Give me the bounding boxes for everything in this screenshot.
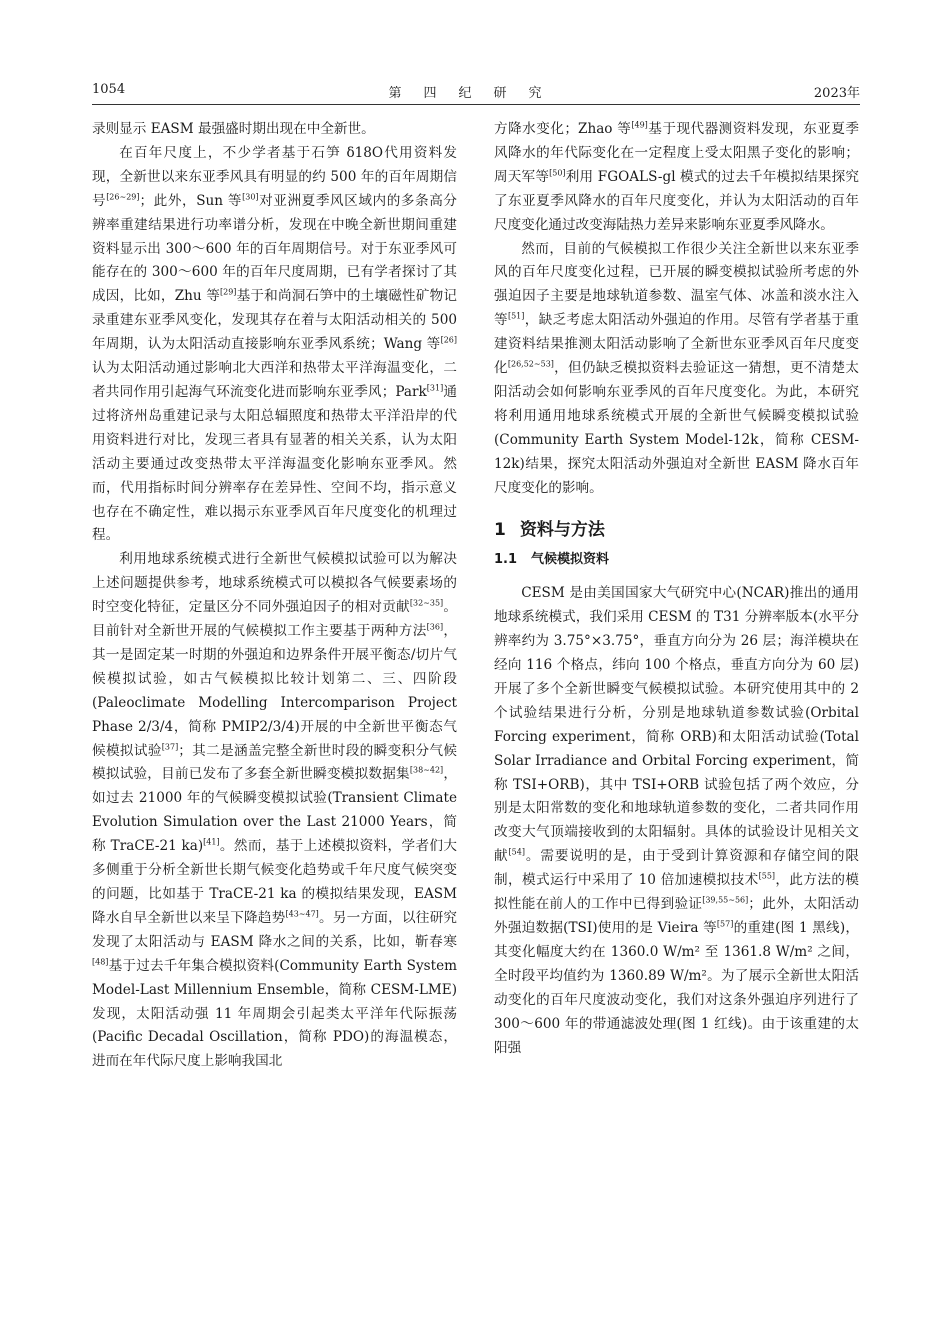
text-run: ，其一是固定某一时期的外强迫和边界条件开展平衡态/切片气候模拟试验，如古气候模拟比较计划第二、三、四阶段(Paleoclimate Modelling Intercomparison Project Phase 2/3/4，简称 PMIP2/3/4)开展的中全新世平衡态气候模拟试验 [92, 623, 458, 759]
citation[interactable]: [55] [758, 871, 776, 881]
text-run: ，缺乏考虑太阳活动外强迫的作用。尽管有学者基于重建资料结果推测太阳活动影响了全新世东亚季风百年尺度变化 [494, 312, 860, 377]
text-run: 。然而，基于上述模拟资料，学者们大多侧重于分析全新世长期气候变化趋势或千年尺度气候突变的问题，比如基于 TraCE-21 ka 的模拟结果发现，EASM 降水自早全新世以来呈下降趋势 [92, 838, 457, 926]
page-number: 1054 [92, 82, 126, 97]
text-run: CESM 是由美国国家大气研究中心(NCAR)推出的通用地球系统模式，我们采用 CESM 的 T31 分辨率版本(水平分辨率约为 3.75°×3.75°，垂直方向分为 26 层；海洋模块在经向 116 个格点，纬向 100 个格点，垂直方向分为 60 层)开展了多个全新世瞬变气候模拟试验。本研究使用其中的 2 个试验结果进行分析，分别是地球轨道参数试验(Orbital Forcing experiment，简称 ORB)和太阳活动试验(Total Solar Irradiance and Orbital Forcing experiment，简称 TSI+ORB)，其中 TSI+ORB 试验包括了两个效应，分别是太阳常数的变化和地球轨道参数的变化，二者共同作用改变大气顶端接收到的太阳辐射。具体的试验设计见相关文献 [494, 585, 859, 865]
text-run: ，此方法的模拟性能在前人的工作中已得到验证 [494, 872, 859, 913]
text-run: 对亚洲夏季风区域内的多条高分辨率重建结果进行功率谱分析，发现在中晚全新世期间重建资料显示出 300～600 年的百年周期信号。对于东亚季风可能存在的 300～600 年的百年尺度周期，已有学者探讨了其成因，比如，Zhu 等 [92, 192, 457, 305]
text-run: 方降水变化；Zhao 等 [494, 121, 632, 137]
text-run: ；其二是涵盖完整全新世时段的瞬变积分气候模拟试验，目前已发布了多套全新世瞬变模拟数据集 [92, 742, 458, 783]
citation[interactable]: [37] [161, 742, 179, 752]
journal-title: 第四纪研究 [388, 86, 564, 101]
text-run: 然而，目前的气候模拟工作很少关注全新世以来东亚季风的百年尺度变化过程，已开展的瞬变模拟试验所考虑的外强迫因子主要是地球轨道参数、温室气体、冰盖和淡水注入等 [494, 240, 859, 329]
publication-year: 2023年 [813, 86, 860, 101]
text-run: 认为太阳活动通过影响北大西洋和热带太平洋海温变化，二者共同作用引起海气环流变化进而影响东亚季风；Park [92, 360, 457, 400]
paragraph [92, 142, 457, 548]
paragraph: 录则显示 EASM 最强盛时期出现在中全新世。 [92, 121, 375, 137]
right-column [494, 118, 859, 1060]
citation[interactable]: [43~47] [285, 909, 319, 919]
subsection-heading [494, 548, 859, 572]
text-run: 通过将济州岛重建记录与太阳总辐照度和热带太平洋沿岸的代用资料进行对比，发现三者具有显著的相关关系，认为太阳活动主要通过改变热带太平洋海温变化影响东亚季风。然而，代用指标时间分辨率存在差异性、空间不均，指示意义也存在不确定性，难以揭示东亚季风百年尺度变化的机理过程。 [92, 383, 458, 544]
citation[interactable]: [26~29] [106, 192, 140, 202]
text-run: 基于过去千年集合模拟资料(Community Earth System Model-Last Millennium Ensemble，简称 CESM-LME)发现，太阳活动强 11 年周期会引起类太平洋年代际振荡(Pacific Decadal Oscillation，简称 PDO)的海温模态，进而在年代际尺度上影响我国北 [92, 957, 457, 1070]
citation[interactable]: [49] [631, 120, 648, 130]
citation[interactable]: [51] [507, 311, 525, 321]
running-header [92, 78, 860, 105]
text-run: 利用地球系统模式进行全新世气候模拟试验可以为解决上述问题提供参考，地球系统模式可以模拟各气候要素场的时空变化特征，定量区分不同外强迫因子的相对贡献 [92, 551, 457, 616]
citation[interactable]: [48] [92, 957, 109, 967]
citation[interactable]: [30] [242, 192, 259, 202]
text-run: 的重建(图 1 黑线)，其变化幅度大约在 1360.0 W/m² 至 1361.8 W/m² 之间，全时段平均值约为 1360.89 W/m²。为了展示全新世太阳活动变化的百年尺度波动变化，我们对这条外强迫序列进行了 300～600 年的带通滤波处理(图 1 红线)。由于该重建的太阳强 [494, 920, 859, 1056]
paragraph [494, 238, 859, 501]
citation[interactable]: [26,52~53] [507, 359, 554, 369]
citation[interactable]: [39,55~56] [702, 895, 749, 905]
text-run: ；此外，太阳活动外强迫数据(TSI)使用的是 Vieira 等 [494, 896, 860, 936]
text-run: ，如过去 21000 年的气候瞬变模拟试验(Transient Climate Evolution Simulation over the Last 21000 Years，简称 TraCE-21 ka) [92, 766, 458, 855]
text-run: 。另一方面，以往研究发现了太阳活动与 EASM 降水之间的关系，比如，靳春寒 [92, 909, 457, 950]
paragraph [494, 118, 859, 238]
section-heading [494, 519, 859, 543]
citation[interactable]: [41] [203, 837, 220, 847]
section-number: 1 [494, 519, 506, 540]
citation[interactable]: [50] [549, 168, 566, 178]
section-title: 资料与方法 [519, 519, 605, 540]
citation[interactable]: [38~42] [409, 765, 444, 775]
text-run: 基于和尚洞石笋中的土壤磁性矿物记录重建东亚季风变化，发现其存在着与太阳活动相关的 500 年周期，认为太阳活动直接影响东亚季风系统；Wang 等 [92, 288, 457, 353]
citation[interactable]: [31] [426, 383, 444, 393]
text-run: ；此外，Sun 等 [139, 192, 243, 209]
text-run: 。目前针对全新世开展的气候模拟工作主要基于两种方法 [92, 599, 458, 640]
text-run: ，但仍缺乏模拟资料去验证这一猜想，更不清楚太阳活动会如何影响东亚季风的百年尺度变化。为此，本研究将利用通用地球系统模式开展的全新世气候瞬变模拟试验(Community Earth System Model-12k，简称 CESM-12k)结果，探究太阳活动外强迫对全新世 EASM 降水百年尺度变化的影响。 [494, 360, 860, 496]
text-run: 基于现代器测资料发现，东亚夏季风降水的年代际变化在一定程度上受太阳黑子变化的影响；周天军等 [494, 121, 859, 185]
text-run: 利用 FGOALS-gl 模式的过去千年模拟结果探究了东亚夏季风降水的百年尺度变化，并认为太阳活动的百年尺度变化通过改变海陆热力差异来影响东亚夏季风降水。 [494, 168, 860, 233]
citation[interactable]: [54] [508, 847, 525, 857]
text-run: 在百年尺度上，不少学者基于石笋 δ18O代用资料发现，全新世以来东亚季风具有明显的约 500 年的百年周期信号 [92, 144, 457, 209]
citation[interactable]: [32~35] [409, 598, 444, 608]
citation[interactable]: [36] [426, 622, 444, 632]
citation[interactable]: [57] [716, 919, 734, 929]
citation[interactable]: [29] [219, 287, 237, 297]
text-run: 。需要说明的是，由于受到计算资源和存储空间的限制，模式运行中采用了 10 倍加速模拟技术 [494, 848, 860, 889]
left-column [92, 118, 457, 1074]
subsection-title: 气候模拟资料 [531, 552, 610, 568]
citation[interactable]: [26] [440, 335, 457, 345]
paragraph [494, 582, 859, 1060]
subsection-number: 1.1 [494, 552, 518, 568]
paragraph [92, 548, 457, 1074]
